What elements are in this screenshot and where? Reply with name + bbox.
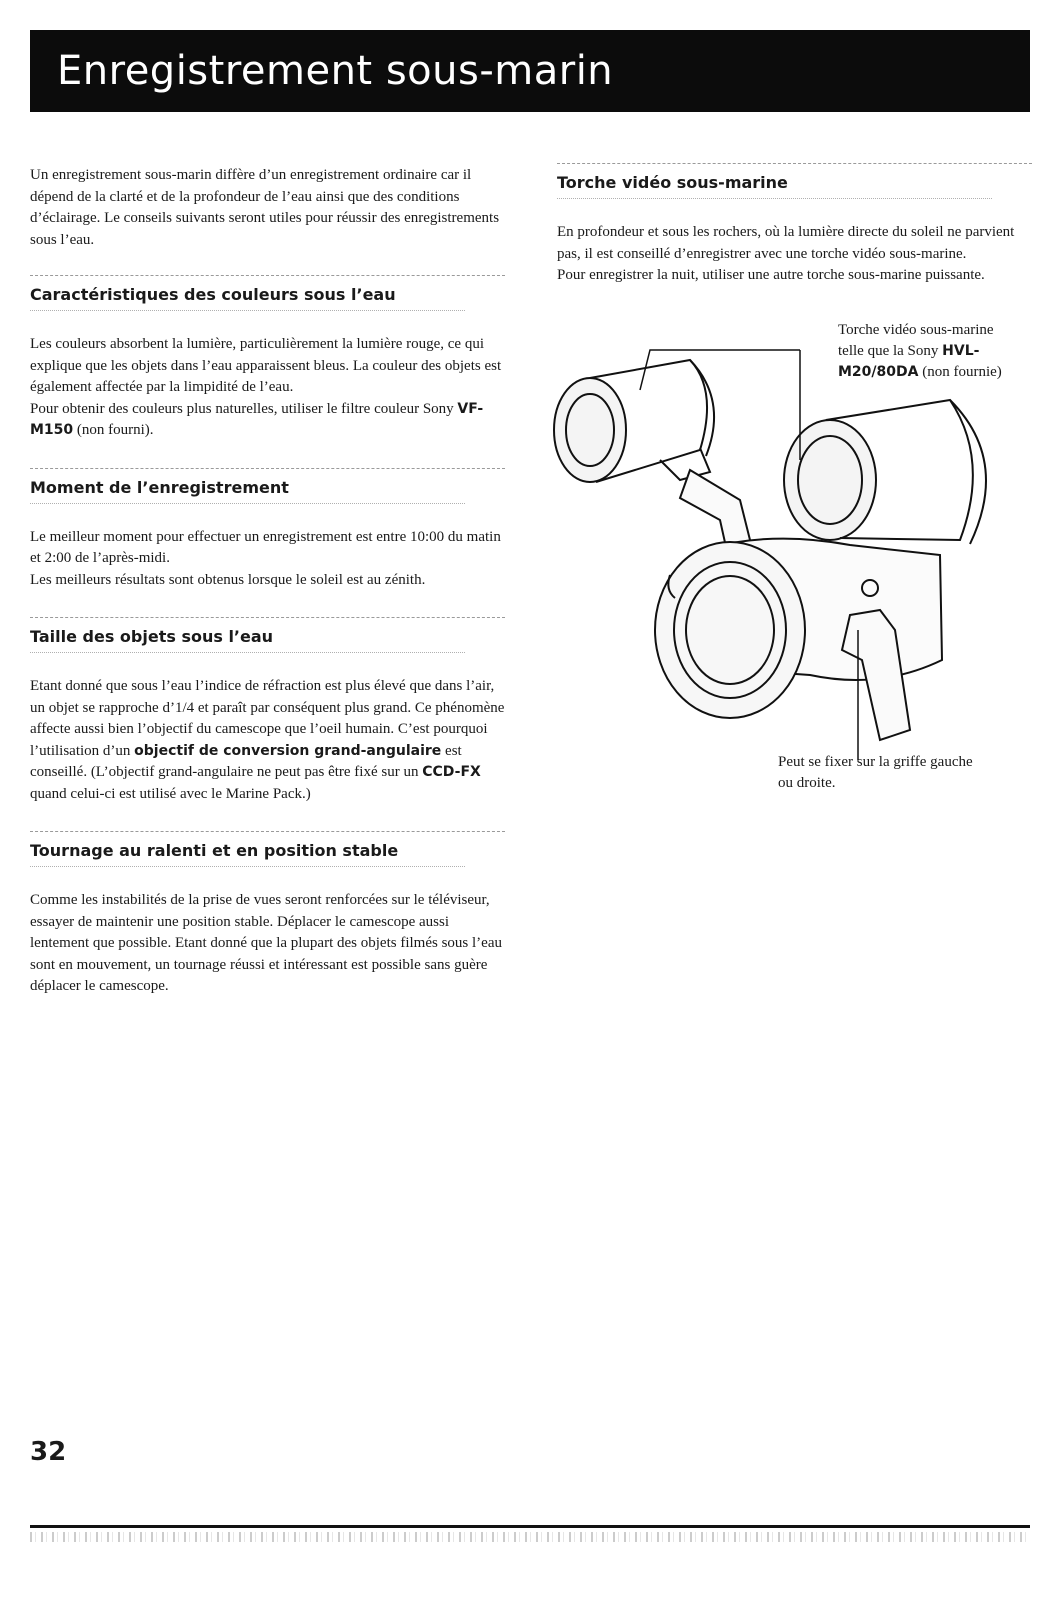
section-body <box>30 334 505 442</box>
housing-drawing <box>655 539 942 740</box>
product-code: CCD-FX <box>422 764 481 780</box>
section-stability <box>30 831 505 998</box>
section-colors <box>30 275 505 442</box>
section-heading: Taille des objets sous l’eau <box>30 617 505 654</box>
callout-mount-label: Peut se fixer sur la griffe gauche ou droite. <box>778 754 973 791</box>
section-body <box>30 676 505 805</box>
left-column <box>30 165 505 1024</box>
callout-torch-label: Torche vidéo sous-marine telle que la Sony HVL-M20/80DA (non fournie) <box>838 322 1002 380</box>
section-heading: Tournage au ralenti et en position stable <box>30 831 505 868</box>
page-number: 32 <box>30 1437 67 1467</box>
product-code: HVL-M20/80DA <box>838 343 980 380</box>
section-heading: Torche vidéo sous-marine <box>557 163 1032 200</box>
section-timing <box>30 468 505 592</box>
footer-scan-noise <box>30 1532 1030 1542</box>
paragraph: Les couleurs absorbent la lumière, particulièrement la lumière rouge, ce qui explique que les objets dans l’eau apparaissent bleus. La couleur des objets est également affectée par la limpidité de l’eau. <box>30 336 502 395</box>
paragraph: Pour enregistrer la nuit, utiliser une autre torche sous-marine puissante. <box>557 267 985 283</box>
paragraph: Pour obtenir des couleurs plus naturelles, utiliser le filtre couleur Sony VF-M150 (non fourni). <box>30 400 484 438</box>
product-code: VF-M150 <box>30 400 484 438</box>
marine-pack-illustration <box>550 330 1010 800</box>
paragraph: Les meilleurs résultats sont obtenus lorsque le soleil est au zénith. <box>30 571 426 588</box>
section-heading: Caractéristiques des couleurs sous l’eau <box>30 275 505 312</box>
left-torch-drawing <box>554 360 714 482</box>
section-body <box>30 527 505 592</box>
right-torch-drawing <box>784 400 986 544</box>
paragraph: Etant donné que sous l’eau l’indice de réfraction est plus élevé que dans l’air, un objet se rapproche d’1/4 et paraît par conséquent plus grand. Ce phénomène affecte aussi bien l’objectif du camescope que l’oeil humain. C’est pourquoi l’utilisation d’un objectif de conversion grand-angulaire est conseillé. (L’objectif grand-angulaire ne peut pas être fixé sur un CCD-FX quand celui-ci est utilisé avec le Marine Pack.) <box>30 678 505 802</box>
paragraph: Comme les instabilités de la prise de vues seront renforcées sur le téléviseur, essayer de maintenir une position stable. Déplacer le camescope aussi lentement que possible. Etant donné que la plupart des objets filmés sous l’eau sont en mouvement, un tournage réussi et intéressant est possible sans guère déplacer le camescope. <box>30 892 502 994</box>
section-body <box>30 890 505 998</box>
footer-rule <box>30 1525 1030 1528</box>
page-title-bar <box>30 30 1030 112</box>
paragraph: Le meilleur moment pour effectuer un enregistrement est entre 10:00 du matin et 2:00 de l’après-midi. <box>30 528 501 566</box>
page-title: Enregistrement sous-marin <box>57 48 614 94</box>
right-column <box>557 163 1032 287</box>
paragraph: En profondeur et sous les rochers, où la lumière directe du soleil ne parvient pas, il est conseillé d’enregistrer avec une torche vidéo sous-marine. <box>557 224 1015 262</box>
intro-paragraph: Un enregistrement sous-marin diffère d’un enregistrement ordinaire car il dépend de la clarté et de la profondeur de l’eau ainsi que des conditions d’éclairage. Le conseils suivants seront utiles pour réussir des enregistrements sous l’eau. <box>30 167 500 248</box>
bold-term: objectif de conversion grand-angulaire <box>134 742 442 759</box>
section-size <box>30 617 505 805</box>
section-heading: Moment de l’enregistrement <box>30 468 505 505</box>
